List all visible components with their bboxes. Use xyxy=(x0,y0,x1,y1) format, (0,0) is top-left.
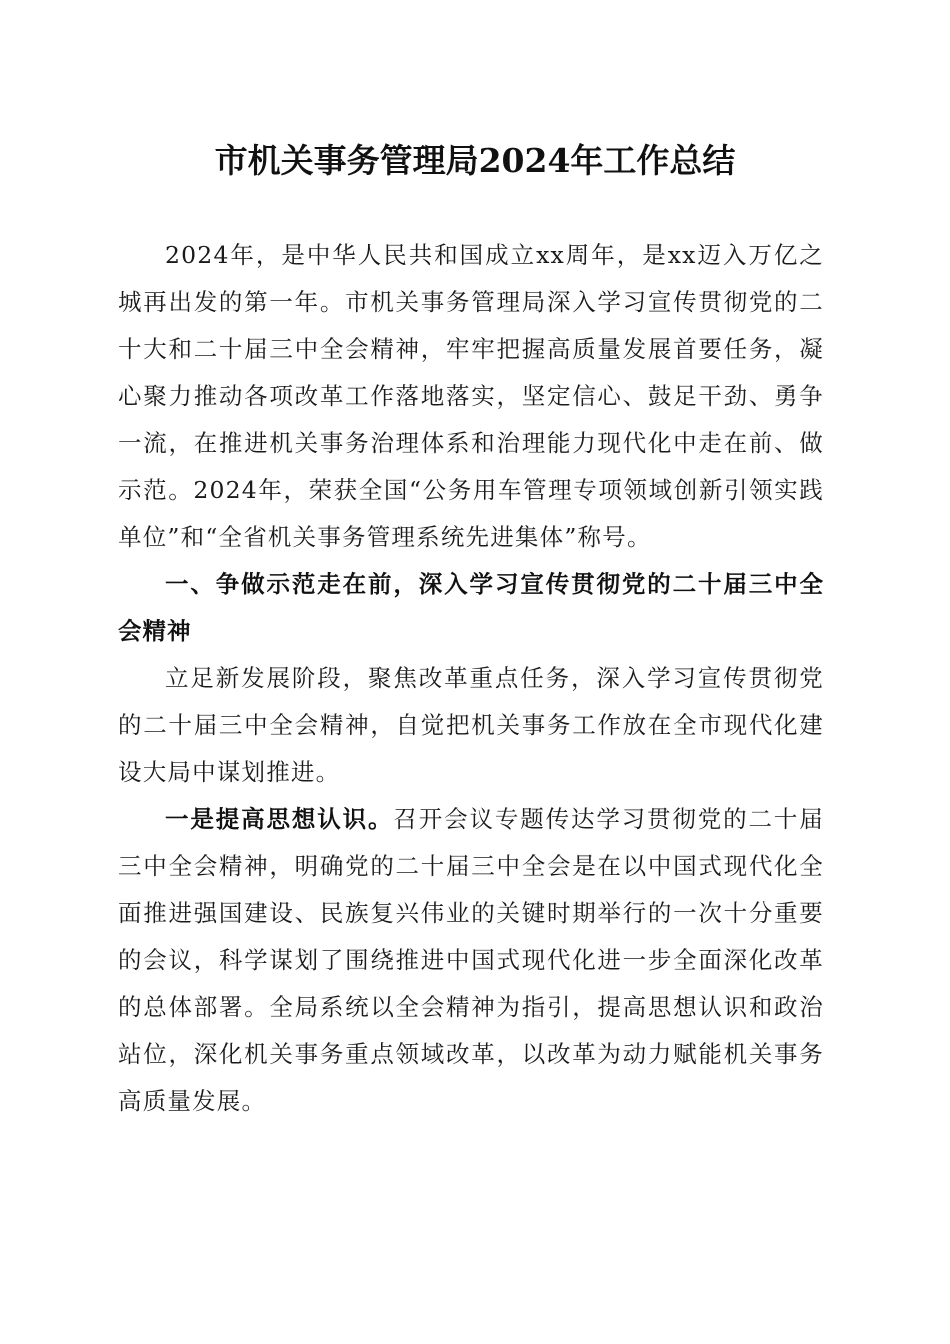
intro-paragraph: 2024年，是中华人民共和国成立xx周年，是xx迈入万亿之城再出发的第一年。市机关事务管理局深入学习宣传贯彻党的二十大和二十届三中全会精神，牢牢把握高质量发展首要任务，凝心聚力推动各项改革工作落地落实，坚定信心、鼓足干劲、勇争一流，在推进机关事务治理体系和治理能力现代化中走在前、做示范。2024年，荣获全国“公务用车管理专项领域创新引领实践单位”和“全省机关事务管理系统先进集体”称号。 xyxy=(118,241,824,551)
section-intro-paragraph: 立足新发展阶段，聚焦改革重点任务，深入学习宣传贯彻党的二十届三中全会精神，自觉把机关事务工作放在全市现代化建设大局中谋划推进。 xyxy=(118,664,824,786)
item-lead-text: 一是提高思想认识。 xyxy=(165,805,394,833)
document-title: 市机关事务管理局2024年工作总结 xyxy=(214,141,736,180)
section-heading: 一、争做示范走在前，深入学习宣传贯彻党的二十届三中全会精神 xyxy=(118,570,824,645)
document-body xyxy=(118,232,824,1125)
item-paragraph xyxy=(118,796,824,1125)
item-body-text: 召开会议专题传达学习贯彻党的二十届三中全会精神，明确党的二十届三中全会是在以中国式现代化全面推进强国建设、民族复兴伟业的关键时期举行的一次十分重要的会议，科学谋划了围绕推进中国式现代化进一步全面深化改革的总体部署。全局系统以全会精神为指引，提高思想认识和政治站位，深化机关事务重点领域改革，以改革为动力赋能机关事务高质量发展。 xyxy=(118,805,824,1115)
